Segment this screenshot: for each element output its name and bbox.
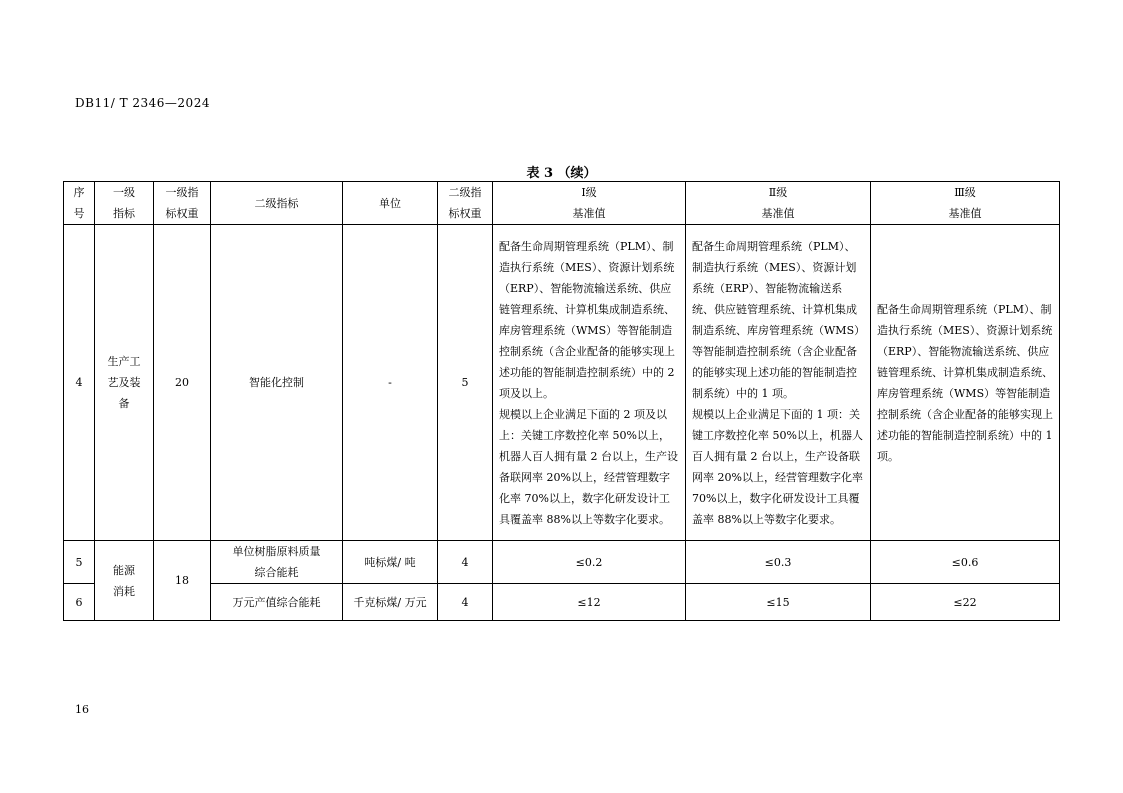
header-unit: 单位 bbox=[343, 182, 438, 225]
row5-grade1: ≤0.2 bbox=[493, 541, 686, 584]
table-row bbox=[64, 584, 1060, 621]
energy-level1-weight: 18 bbox=[154, 541, 211, 621]
row6-level2: 万元产值综合能耗 bbox=[211, 584, 343, 621]
header-level1: 一级 指标 bbox=[95, 182, 154, 225]
page-number: 16 bbox=[75, 703, 89, 716]
table-header-row bbox=[64, 182, 1060, 225]
row4-grade1: 配备生命周期管理系统（PLM）、制造执行系统（MES）、资源计划系统（ERP）、智能物流输送系统、供应链管理系统、计算机集成制造系统、库房管理系统（WMS）等智能制造控制系统（含企业配备的能够实现上述功能的智能制造控制系统）中的 2 项及以上。 规模以上企业满足下面的 2 项及以上：关键工序数控化率 50%以上，机器人百人拥有量 2 台以上，生产设备联网率 20%以上，经营管理数字化率 70%以上，数字化研发设计工具覆盖率 88%以上等数字化要求。 bbox=[493, 225, 686, 541]
row6-unit: 千克标煤/ 万元 bbox=[343, 584, 438, 621]
row4-level1: 生产工 艺及装 备 bbox=[95, 225, 154, 541]
benchmark-table bbox=[63, 181, 1060, 621]
header-grade3: Ⅲ级 基准值 bbox=[871, 182, 1060, 225]
header-grade2: Ⅱ级 基准值 bbox=[686, 182, 871, 225]
row4-unit: - bbox=[343, 225, 438, 541]
row5-grade2: ≤0.3 bbox=[686, 541, 871, 584]
row6-grade1: ≤12 bbox=[493, 584, 686, 621]
header-level2: 二级指标 bbox=[211, 182, 343, 225]
energy-level1: 能源 消耗 bbox=[95, 541, 154, 621]
row4-seq: 4 bbox=[64, 225, 95, 541]
document-header: DB11/ T 2346—2024 bbox=[75, 96, 210, 110]
header-level1-weight: 一级指 标权重 bbox=[154, 182, 211, 225]
table-caption: 表 3 （续） bbox=[526, 166, 597, 181]
header-grade1: Ⅰ级 基准值 bbox=[493, 182, 686, 225]
row4-level2: 智能化控制 bbox=[211, 225, 343, 541]
row6-grade3: ≤22 bbox=[871, 584, 1060, 621]
row5-unit: 吨标煤/ 吨 bbox=[343, 541, 438, 584]
row6-grade2: ≤15 bbox=[686, 584, 871, 621]
table-row bbox=[64, 541, 1060, 584]
row5-grade3: ≤0.6 bbox=[871, 541, 1060, 584]
header-seq: 序 号 bbox=[64, 182, 95, 225]
row4-level2-weight: 5 bbox=[438, 225, 493, 541]
header-level2-weight: 二级指 标权重 bbox=[438, 182, 493, 225]
table-row bbox=[64, 225, 1060, 541]
row4-level1-weight: 20 bbox=[154, 225, 211, 541]
row5-seq: 5 bbox=[64, 541, 95, 584]
row5-level2-weight: 4 bbox=[438, 541, 493, 584]
row5-level2: 单位树脂原料质量 综合能耗 bbox=[211, 541, 343, 584]
row6-level2-weight: 4 bbox=[438, 584, 493, 621]
row4-grade2: 配备生命周期管理系统（PLM）、制造执行系统（MES）、资源计划系统（ERP）、智能物流输送系统、供应链管理系统、计算机集成制造系统、库房管理系统（WMS）等智能制造控制系统（含企业配备的能够实现上述功能的智能制造控制系统）中的 1 项。 规模以上企业满足下面的 1 项：关键工序数控化率 50%以上，机器人百人拥有量 2 台以上，生产设备联网率 20%以上，经营管理数字化率 70%以上，数字化研发设计工具覆盖率 88%以上等数字化要求。 bbox=[686, 225, 871, 541]
row4-grade3: 配备生命周期管理系统（PLM）、制造执行系统（MES）、资源计划系统（ERP）、智能物流输送系统、供应链管理系统、计算机集成制造系统、库房管理系统（WMS）等智能制造控制系统（含企业配备的能够实现上述功能的智能制造控制系统）中的 1 项。 bbox=[871, 225, 1060, 541]
row6-seq: 6 bbox=[64, 584, 95, 621]
